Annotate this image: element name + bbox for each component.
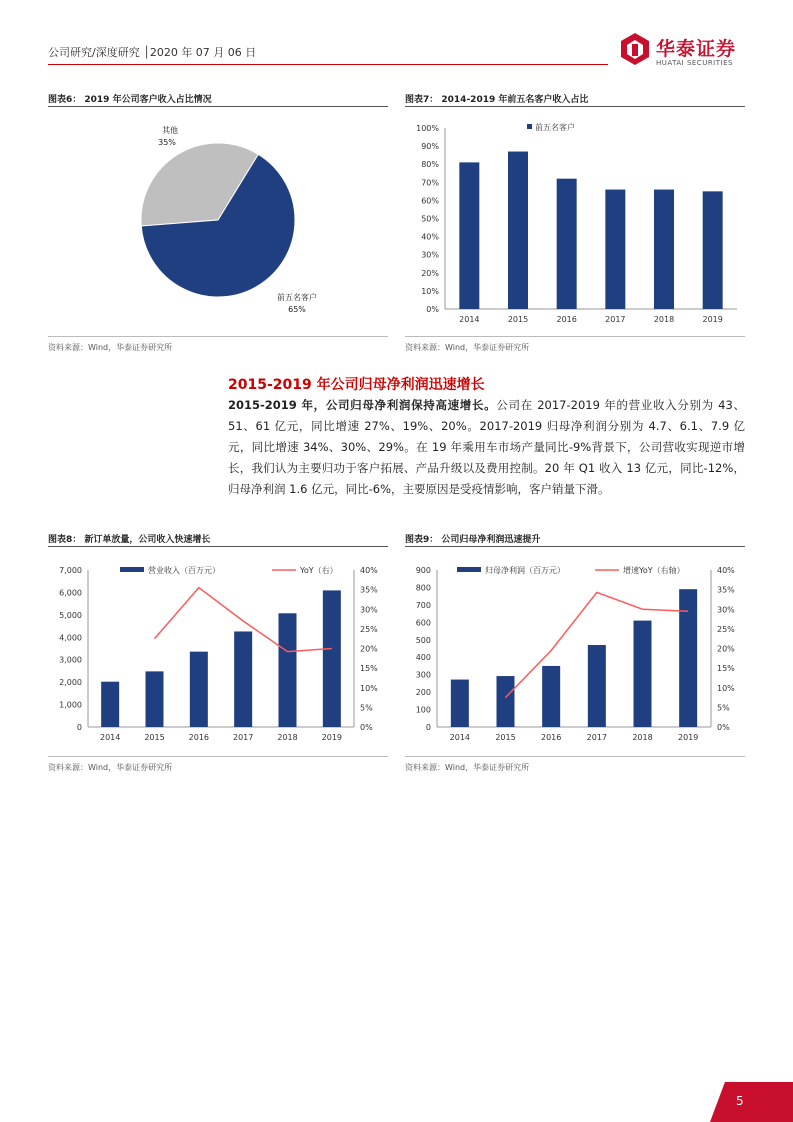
y-tick-label-right: 10% (717, 683, 735, 693)
x-tick-label: 2017 (232, 733, 254, 742)
fig8-source: 资料来源：Wind，华泰证券研究所 (48, 763, 173, 772)
bar-2018 (279, 613, 297, 727)
header-divider (48, 64, 608, 65)
y-tick-label-left: 0 (76, 723, 82, 732)
legend-bar-label: 营业收入（百万元） (148, 566, 220, 575)
x-tick-label: 2014 (459, 315, 480, 324)
fig8-title: 图表8： 新订单放量，公司收入快速增长 (48, 535, 211, 545)
page-number: 5 (736, 1094, 744, 1108)
x-tick-label: 2019 (321, 733, 343, 742)
y-tick-label: 70% (421, 178, 439, 188)
brand-name: 华泰证券 (656, 38, 737, 60)
y-tick-label-left: 2,000 (59, 678, 82, 688)
section-title: 2015-2019 年公司归母净利润迅速增长 (228, 377, 485, 393)
brand-subtitle: HUATAI SECURITIES (656, 59, 733, 67)
x-tick-label: 2018 (277, 733, 298, 742)
y-tick-label-left: 0 (425, 723, 431, 732)
bar-2015 (497, 676, 515, 727)
y-tick-label-right: 20% (717, 644, 735, 654)
x-tick-label: 2015 (144, 733, 165, 742)
huatai-logo-icon (620, 32, 650, 66)
y-tick-label-right: 0% (717, 723, 730, 732)
bar-2018 (634, 621, 652, 727)
legend-label: 前五名客户 (535, 123, 575, 132)
x-tick-label: 2019 (702, 315, 723, 324)
legend-line-label: YoY（右） (300, 566, 338, 575)
y-tick-label-left: 500 (415, 635, 431, 645)
y-tick-label-right: 35% (360, 585, 378, 595)
y-tick-label-right: 5% (717, 703, 730, 713)
y-tick-label-left: 300 (415, 670, 431, 680)
y-tick-label: 80% (421, 160, 439, 170)
bar-2016 (557, 179, 577, 309)
y-tick-label-left: 7,000 (59, 566, 82, 575)
bar-2019 (703, 191, 723, 309)
x-tick-label: 2019 (677, 733, 699, 742)
y-tick-label-right: 40% (717, 566, 735, 575)
x-tick-label: 2016 (188, 733, 210, 742)
bar-2016 (542, 666, 560, 727)
fig7-bar-chart (405, 110, 745, 335)
bar-2017 (605, 190, 625, 309)
y-tick-label-right: 35% (717, 585, 735, 595)
fig6-title-rule (48, 106, 388, 107)
page-number-tab (710, 1082, 793, 1122)
y-tick-label-right: 25% (360, 624, 378, 634)
y-tick-label-left: 600 (415, 618, 431, 628)
y-tick-label: 100% (416, 124, 439, 133)
fig9-bottom-rule (405, 756, 745, 757)
legend-line-label: 增速YoY（右轴） (623, 566, 685, 575)
x-tick-label: 2017 (605, 315, 626, 324)
bar-2015 (508, 152, 528, 309)
y-tick-label-right: 5% (360, 703, 373, 713)
y-tick-label-left: 700 (415, 600, 431, 610)
fig6-source: 资料来源：Wind，华泰证券研究所 (48, 343, 173, 352)
pie-label-top5-name: 前五名客户 (277, 293, 317, 302)
bar-2019 (323, 590, 341, 727)
x-tick-label: 2018 (632, 733, 653, 742)
y-tick-label-right: 25% (717, 624, 735, 634)
bar-2014 (451, 680, 469, 727)
fig8-combo-chart (48, 552, 388, 752)
y-tick-label-right: 30% (717, 605, 735, 615)
x-tick-label: 2016 (556, 315, 577, 324)
bar-2014 (101, 682, 119, 727)
x-tick-label: 2014 (99, 733, 121, 742)
fig7-bottom-rule (405, 336, 745, 337)
section-body (228, 395, 745, 500)
fig8-title-rule (48, 546, 388, 547)
y-tick-label-right: 15% (360, 664, 378, 674)
y-tick-label-right: 20% (360, 644, 378, 654)
y-tick-label-left: 800 (415, 583, 431, 593)
legend-bar-label: 归母净利润（百万元） (485, 566, 565, 575)
y-tick-label-right: 10% (360, 683, 378, 693)
y-tick-label: 30% (421, 250, 439, 260)
y-tick-label: 20% (421, 268, 439, 278)
fig9-source: 资料来源：Wind，华泰证券研究所 (405, 763, 530, 772)
y-tick-label-left: 1,000 (59, 700, 82, 710)
section-lead: 2015-2019 年，公司归母净利润保持高速增长。 (228, 398, 497, 412)
pie-label-other-pct: 35% (158, 138, 176, 147)
y-tick-label: 90% (421, 142, 439, 152)
y-tick-label: 0% (426, 305, 439, 314)
fig8-bottom-rule (48, 756, 388, 757)
x-tick-label: 2015 (495, 733, 516, 742)
fig7-title-rule (405, 106, 745, 107)
y-tick-label-left: 3,000 (59, 655, 82, 665)
y-tick-label-right: 40% (360, 566, 378, 575)
section-paragraph: 公司在 2017-2019 年的营业收入分别为 43、51、61 亿元，同比增速 27%、19%、20%。2017-2019 归母净利润分别为 4.7、6.1、7.9 亿元，同比增速 34%、30%、29%。在 19 年乘用车市场产量同比-9%背景下，公司营收实现逆市增长，我们认为主要归功于客户拓展、产品升级以及费用控制。20 年 Q1 收入 13 亿元，同比-12%，归母净利润 1.6 亿元，同比-6%，主要原因是受疫情影响，客户销量下滑。 (228, 398, 745, 496)
y-tick-label-left: 900 (415, 566, 431, 575)
y-tick-label-left: 200 (415, 688, 431, 698)
bar-2017 (234, 631, 252, 727)
bar-2017 (588, 645, 606, 727)
report-header: 公司研究/深度研究 │2020 年 07 月 06 日 (48, 46, 257, 59)
legend-swatch (527, 124, 532, 129)
y-tick-label-right: 30% (360, 605, 378, 615)
x-tick-label: 2018 (653, 315, 675, 324)
bar-2018 (654, 190, 674, 309)
legend-bar-swatch (120, 567, 144, 572)
fig9-combo-chart (405, 552, 745, 752)
x-tick-label: 2017 (586, 733, 608, 742)
fig9-title: 图表9： 公司归母净利润迅速提升 (405, 535, 541, 545)
y-tick-label-left: 400 (415, 653, 431, 663)
y-tick-label: 60% (421, 196, 439, 206)
y-tick-label: 50% (421, 214, 439, 224)
fig6-bottom-rule (48, 336, 388, 337)
y-tick-label-right: 0% (360, 723, 373, 732)
bar-2015 (146, 671, 164, 727)
fig7-title: 图表7： 2014-2019 年前五名客户收入占比 (405, 95, 589, 105)
y-tick-label: 40% (421, 232, 439, 242)
fig7-source: 资料来源：Wind，华泰证券研究所 (405, 343, 530, 352)
bar-2014 (459, 162, 479, 309)
y-tick-label-left: 100 (415, 705, 431, 715)
x-tick-label: 2015 (507, 315, 529, 324)
y-tick-label-left: 5,000 (59, 610, 82, 620)
pie-label-other-name: 其他 (162, 126, 178, 135)
y-tick-label-left: 6,000 (59, 588, 82, 598)
bar-2016 (190, 652, 208, 727)
fig6-title: 图表6： 2019 年公司客户收入占比情况 (48, 95, 212, 105)
x-tick-label: 2016 (540, 733, 562, 742)
y-tick-label: 10% (421, 286, 439, 296)
y-tick-label-right: 15% (717, 664, 735, 674)
legend-bar-swatch (457, 567, 481, 572)
x-tick-label: 2014 (449, 733, 471, 742)
pie-label-top5-pct: 65% (288, 305, 306, 314)
fig9-title-rule (405, 546, 745, 547)
bar-2019 (679, 589, 697, 727)
fig6-pie-chart (48, 110, 388, 335)
y-tick-label-left: 4,000 (59, 633, 82, 643)
